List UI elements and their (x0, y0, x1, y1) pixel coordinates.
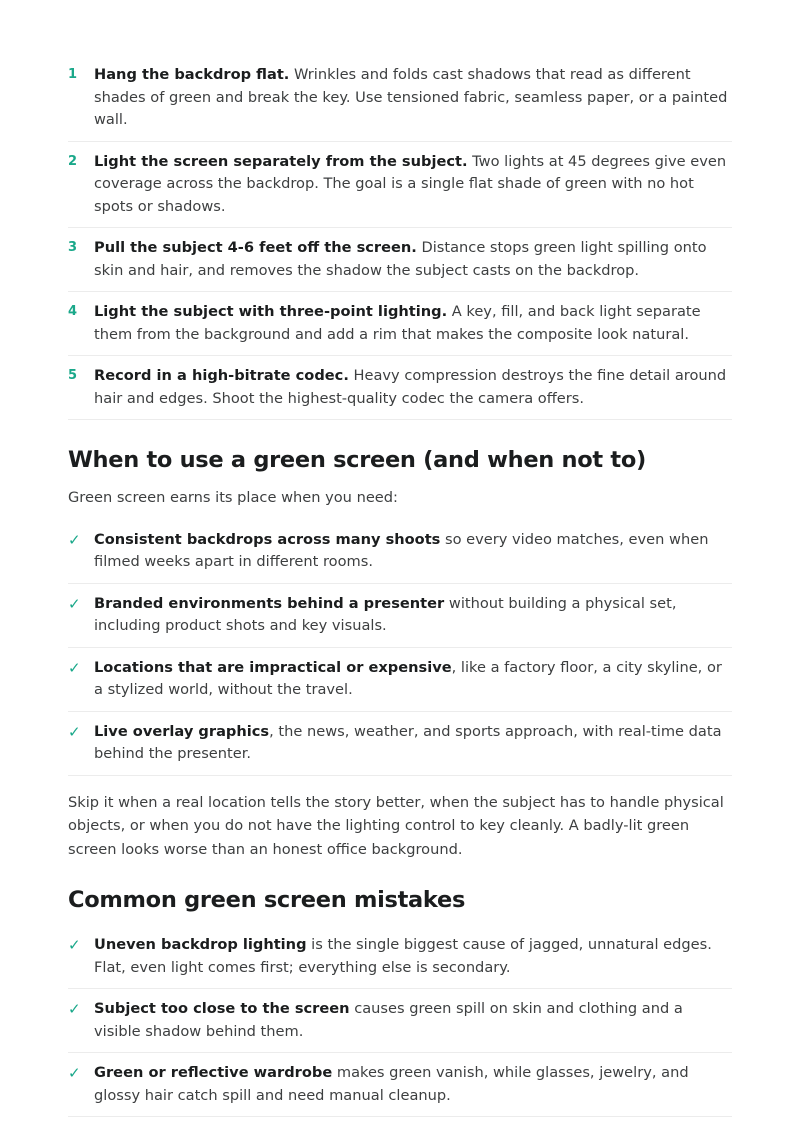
list-item (68, 925, 732, 989)
list-item (68, 142, 732, 229)
step-title: Light the subject with three-point lighting. (94, 303, 448, 320)
check-description: so every video matches, even when filmed weeks apart in different rooms. (94, 530, 709, 570)
step-number: 5 (68, 368, 78, 383)
list-item (68, 712, 732, 776)
step-description: A key, fill, and back light separate them from the background and add a rim that makes the composite look natural. (94, 303, 701, 343)
list-item (68, 648, 732, 712)
list-item (68, 55, 732, 142)
checkmark-icon: ✓ (68, 530, 81, 549)
check-text (94, 593, 732, 638)
check-description: is the single biggest cause of jagged, unnatural edges. Flat, even light comes first; everything else is secondary. (94, 936, 712, 976)
section-intro: Green screen earns its place when you need: (68, 489, 398, 506)
mistakes-list (68, 925, 732, 1117)
checkmark-icon: ✓ (68, 658, 81, 677)
step-text (94, 365, 732, 410)
step-number: 2 (68, 153, 78, 169)
step-description: Two lights at 45 degrees give even coverage across the backdrop. The goal is a single flat shade of green with no hot spots or shadows. (94, 152, 727, 215)
skip-paragraph: Skip it when a real location tells the story better, when the subject has to handle physical objects, or when you do not have the lighting control to key cleanly. A badly-lit green screen looks worse than an honest office background. (68, 793, 724, 858)
list-item (68, 520, 732, 584)
step-text (94, 237, 732, 282)
checkmark-icon: ✓ (68, 1064, 81, 1082)
checkmark-icon: ✓ (68, 594, 81, 613)
check-text (94, 998, 732, 1043)
check-title: Uneven backdrop lighting (94, 936, 307, 953)
section-heading-when-to-use: When to use a green screen (and when not to) (68, 447, 646, 473)
check-description: , the news, weather, and sports approach, with real-time data behind the presenter. (94, 722, 722, 762)
step-title: Pull the subject 4-6 feet off the screen. (94, 239, 417, 256)
list-item (68, 989, 732, 1053)
step-number: 1 (68, 67, 78, 82)
check-title: Locations that are impractical or expensive (94, 658, 452, 676)
step-text (94, 151, 732, 219)
check-description: makes green vanish, while glasses, jewelry, and glossy hair catch spill and need manual cleanup. (94, 1064, 689, 1104)
setup-steps-list (68, 0, 732, 420)
checkmark-icon: ✓ (68, 936, 81, 954)
step-description: Heavy compression destroys the fine detail around hair and edges. Shoot the highest-quality codec the camera offers. (94, 367, 727, 407)
check-text (94, 1062, 732, 1107)
list-item (68, 356, 732, 420)
step-title: Light the screen separately from the subject. (94, 152, 468, 170)
step-text (94, 64, 732, 132)
check-title: Live overlay graphics (94, 722, 270, 740)
check-title: Subject too close to the screen (94, 1000, 350, 1017)
step-description: Distance stops green light spilling onto skin and hair, and removes the shadow the subject casts on the backdrop. (94, 239, 707, 279)
step-description: Wrinkles and folds cast shadows that read as different shades of green and break the key. Use tensioned fabric, seamless paper, or a painted wall. (94, 66, 728, 128)
check-title: Branded environments behind a presenter (94, 594, 445, 612)
checkmark-icon: ✓ (68, 1000, 81, 1018)
step-number: 4 (68, 304, 78, 319)
check-text (94, 721, 732, 766)
step-title: Hang the backdrop flat. (94, 66, 290, 83)
section-heading-mistakes: Common green screen mistakes (68, 887, 466, 913)
use-cases-list (68, 520, 732, 776)
check-text (94, 657, 732, 702)
check-description: , like a factory floor, a city skyline, or a stylized world, without the travel. (94, 658, 722, 698)
step-text (94, 301, 732, 346)
list-item (68, 584, 732, 648)
list-item (68, 228, 732, 292)
checkmark-icon: ✓ (68, 722, 81, 741)
step-number: 3 (68, 240, 78, 255)
check-title: Consistent backdrops across many shoots (94, 530, 441, 548)
check-description: without building a physical set, including product shots and key visuals. (94, 594, 677, 634)
list-item (68, 292, 732, 356)
check-description: causes green spill on skin and clothing and a visible shadow behind them. (94, 1000, 683, 1040)
check-title: Green or reflective wardrobe (94, 1064, 333, 1081)
list-item (68, 1053, 732, 1117)
check-text (94, 934, 732, 979)
step-title: Record in a high-bitrate codec. (94, 367, 349, 384)
check-text (94, 529, 732, 574)
